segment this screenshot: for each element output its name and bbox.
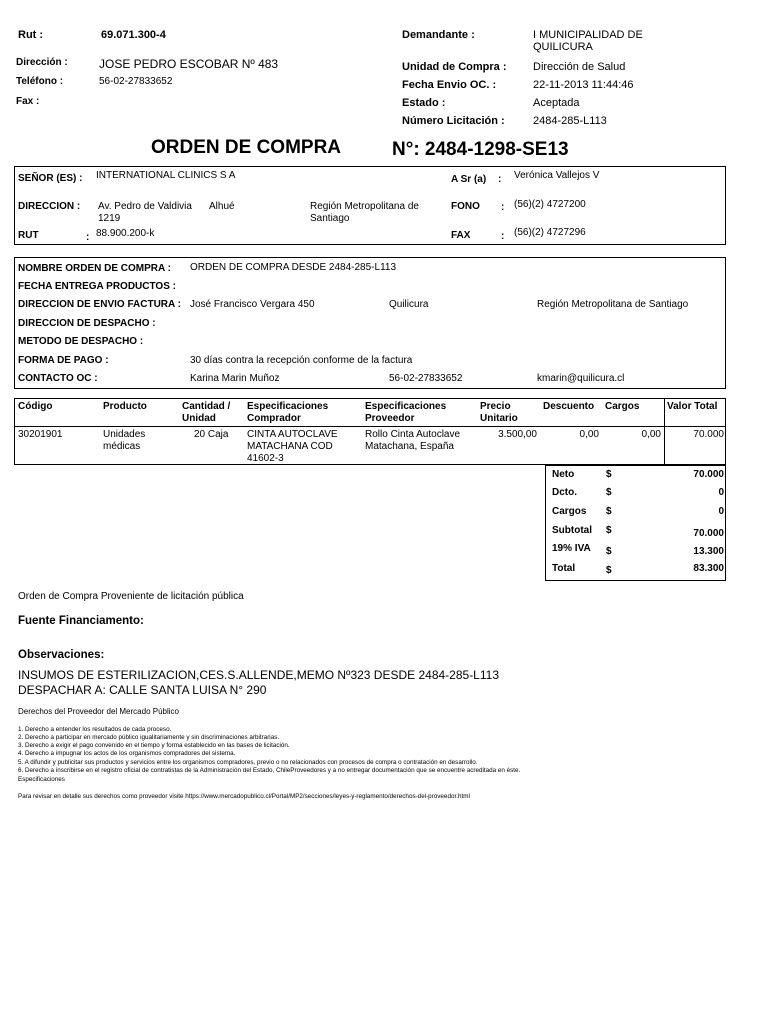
nombre-orden-label: NOMBRE ORDEN DE COMPRA : [18, 263, 171, 274]
demandante-label: Demandante : [402, 29, 475, 41]
direccion-value: JOSE PEDRO ESCOBAR Nº 483 [99, 57, 279, 71]
row-descuento: 0,00 [579, 429, 599, 440]
header-cantidad: Cantidad / Unidad [182, 401, 231, 424]
rut-value: 69.071.300-4 [101, 29, 166, 41]
fono-label: FONO [451, 201, 480, 212]
row-cargos: 0,00 [641, 429, 661, 440]
fuente-financiamiento-label: Fuente Financiamento: [18, 615, 144, 627]
estado-value: Aceptada [533, 97, 580, 109]
contacto-phone: 56-02-27833652 [389, 373, 463, 384]
forma-pago-label: FORMA DE PAGO : [18, 355, 109, 366]
derecho-2: 2. Derecho a participar en mercado público igualitariamente y sin discriminaciones arbitrarias. [18, 734, 280, 741]
proveedor-rut-value: 88.900.200-k [96, 228, 155, 239]
direccion-despacho-label: DIRECCION DE DESPACHO : [18, 318, 156, 329]
total-neto-currency: $ [606, 469, 612, 480]
unidad-compra-label: Unidad de Compra : [402, 61, 507, 73]
items-header-divider [14, 426, 726, 427]
asr-colon: : [498, 174, 502, 185]
derecho-5: 5. A difundir y publicitar sus productos y servicios entre los organismos compradores, previo o no relacionados con procesos de compra o contratación en desarrollo. [18, 759, 478, 766]
header-esp-comprador: Especificaciones Comprador [247, 401, 329, 424]
header-codigo: Código [18, 401, 53, 412]
direccion-label: Dirección : [16, 57, 68, 68]
proveedor-direccion-region: Región Metropolitana de Santiago [310, 201, 419, 224]
header-cargos: Cargos [605, 401, 640, 412]
total-iva-label: 19% IVA [552, 543, 591, 554]
senor-label: SEÑOR (ES) : [18, 173, 83, 184]
derecho-especificaciones: Especificaciones [18, 776, 65, 783]
total-total-value: 83.300 [693, 563, 724, 574]
proveedor-direccion-comuna: Alhué [209, 201, 235, 212]
total-total-currency: $ [606, 565, 612, 576]
observaciones-label: Observaciones: [18, 649, 105, 661]
total-cargos-value: 0 [718, 506, 724, 517]
unidad-compra-value: Dirección de Salud [533, 61, 626, 73]
derecho-4: 4. Derecho a impugnar los actos de los organismos compradores del sistema. [18, 750, 236, 757]
derechos-title: Derechos del Proveedor del Mercado Público [18, 707, 179, 716]
fecha-entrega-label: FECHA ENTREGA PRODUCTOS : [18, 281, 176, 292]
total-dcto-label: Dcto. [552, 487, 577, 498]
total-cargos-label: Cargos [552, 506, 587, 517]
total-cargos-currency: $ [606, 506, 612, 517]
proveedor-direccion-street: Av. Pedro de Valdivia 1219 [98, 201, 192, 224]
row-esp-proveedor: Rollo Cinta Autoclave Matachana, España [365, 429, 461, 452]
total-dcto-currency: $ [606, 487, 612, 498]
senor-value: INTERNATIONAL CLINICS S A [96, 170, 236, 181]
total-subtotal-label: Subtotal [552, 525, 592, 536]
licitacion-label: Número Licitación : [402, 115, 505, 127]
order-number: N°: 2484-1298-SE13 [392, 139, 569, 160]
fax-proveedor-value: (56)(2) 4727296 [514, 227, 586, 238]
telefono-label: Teléfono : [16, 76, 64, 87]
header-producto: Producto [103, 401, 147, 412]
fax-proveedor-label: FAX [451, 230, 471, 241]
telefono-value: 56-02-27833652 [99, 76, 173, 87]
licitacion-value: 2484-285-L113 [533, 115, 607, 127]
fax-colon: : [501, 231, 505, 242]
derecho-6: 6. Derecho a inscribirse en el registro oficial de contratistas de la Administración del Estado, ChileProveedores y a no entregar documentación que se encuentre acreditada en éste. [18, 767, 521, 774]
direccion-factura-comuna: Quilicura [389, 299, 429, 310]
header-precio: Precio Unitario [480, 401, 518, 424]
fono-value: (56)(2) 4727200 [514, 199, 586, 210]
estado-label: Estado : [402, 97, 446, 109]
proveedor-rut-colon: : [86, 232, 90, 243]
origen-note: Orden de Compra Proveniente de licitación pública [18, 591, 244, 602]
total-iva-currency: $ [606, 546, 612, 557]
revisar-link[interactable]: Para revisar en detalle sus derechos como proveedor visite https://www.mercadopublico.cl/Portal/MP2/secciones/leyes-y-reglamento/derechos-del-proveedor.html [18, 793, 470, 800]
derecho-3: 3. Derecho a exigir el pago convenido en el tiempo y forma establecido en las bases de licitación. [18, 742, 290, 749]
total-neto-label: Neto [552, 469, 575, 480]
direccion-factura-street: José Francisco Vergara 450 [190, 299, 315, 310]
contacto-name: Karina Marin Muñoz [190, 373, 280, 384]
row-codigo: 30201901 [18, 429, 63, 440]
fecha-envio-label: Fecha Envio OC. : [402, 79, 497, 91]
asr-label: A Sr (a) [451, 174, 487, 185]
observaciones-line-2: DESPACHAR A: CALLE SANTA LUISA N° 290 [18, 683, 267, 697]
contacto-label: CONTACTO OC : [18, 373, 98, 384]
nombre-orden-value: ORDEN DE COMPRA DESDE 2484-285-L113 [190, 262, 397, 273]
total-dcto-value: 0 [718, 487, 724, 498]
total-neto-value: 70.000 [693, 469, 724, 480]
demandante-value: I MUNICIPALIDAD DE QUILICURA [533, 29, 643, 53]
header-esp-proveedor: Especificaciones Proveedor [365, 401, 447, 424]
proveedor-direccion-label: DIRECCION : [18, 201, 81, 212]
row-cantidad: 20 Caja [194, 429, 229, 440]
asr-value: Verónica Vallejos V [514, 170, 600, 181]
header-descuento: Descuento [543, 401, 595, 412]
fono-colon: : [501, 202, 505, 213]
header-valor: Valor Total [667, 401, 718, 412]
document-title: ORDEN DE COMPRA [151, 137, 342, 158]
total-subtotal-currency: $ [606, 525, 612, 536]
contacto-email: kmarin@quilicura.cl [537, 373, 625, 384]
row-precio: 3.500,00 [498, 429, 537, 440]
rut-label: Rut : [18, 29, 44, 41]
total-subtotal-value: 70.000 [693, 528, 724, 539]
direccion-factura-label: DIRECCION DE ENVIO FACTURA : [18, 299, 181, 310]
derecho-1: 1. Derecho a entender los resultados de cada proceso. [18, 726, 172, 733]
total-total-label: Total [552, 563, 576, 574]
items-valor-divider [664, 398, 665, 465]
metodo-despacho-label: METODO DE DESPACHO : [18, 336, 144, 347]
row-valor: 70.000 [693, 429, 724, 440]
direccion-factura-region: Región Metropolitana de Santiago [537, 299, 689, 310]
fax-label: Fax : [16, 96, 40, 107]
row-producto: Unidades médicas [103, 429, 146, 452]
total-iva-value: 13.300 [693, 546, 724, 557]
row-esp-comprador: CINTA AUTOCLAVE MATACHANA COD 41602-3 [247, 429, 338, 464]
observaciones-line-1: INSUMOS DE ESTERILIZACION,CES.S.ALLENDE,MEMO Nº323 DESDE 2484-285-L113 [18, 668, 499, 682]
proveedor-rut-label: RUT [18, 230, 39, 241]
fecha-envio-value: 22-11-2013 11:44:46 [533, 79, 634, 91]
forma-pago-value: 30 días contra la recepción conforme de la factura [190, 355, 413, 366]
